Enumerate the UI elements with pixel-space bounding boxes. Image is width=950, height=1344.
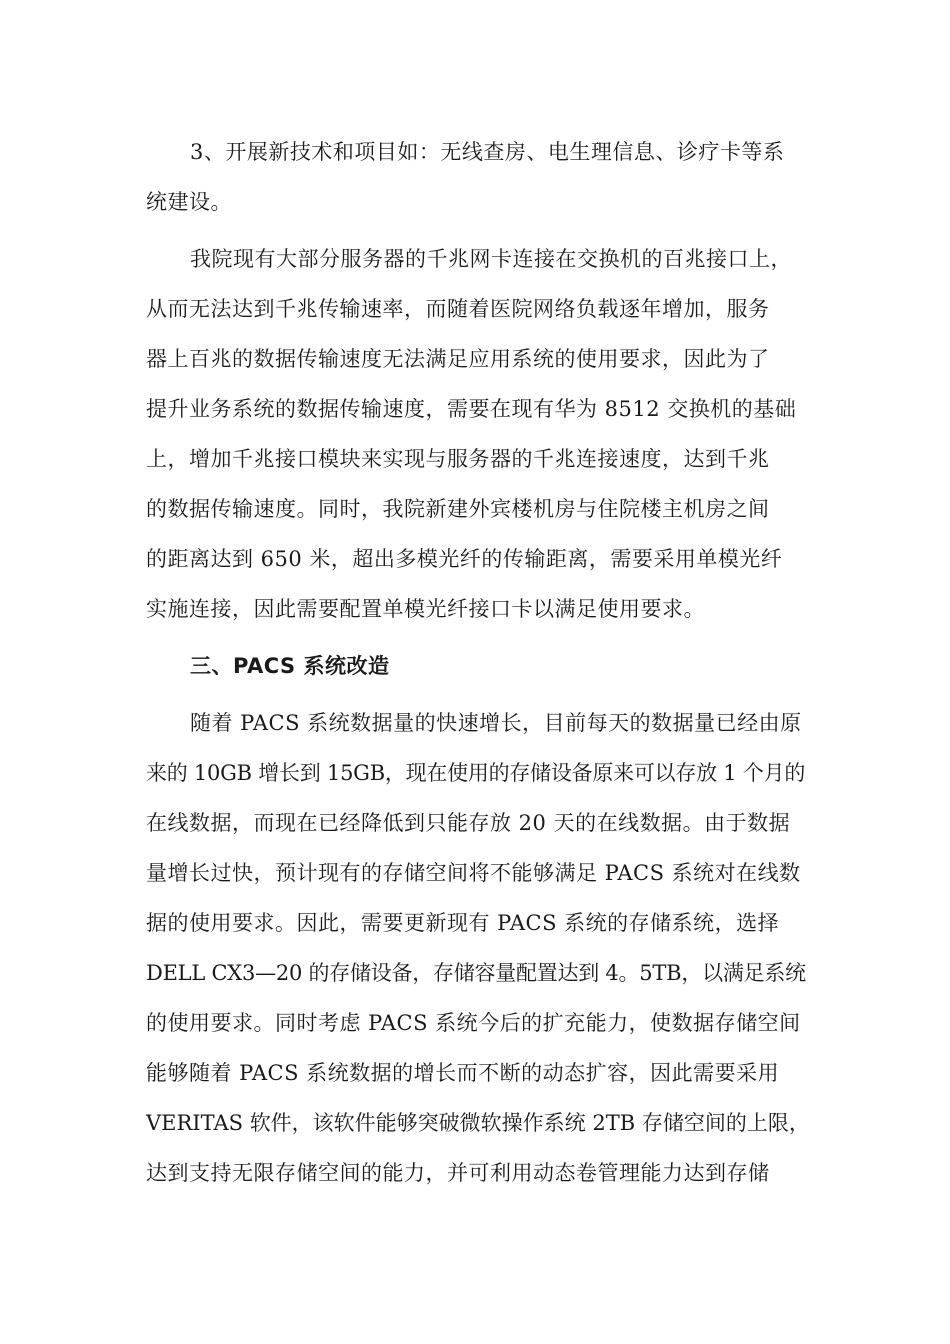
paragraph-line: 提升业务系统的数据传输速度，需要在现有华为 8512 交换机的基础 bbox=[146, 397, 797, 421]
paragraph-line: 量增长过快，预计现有的存储空间将不能够满足 PACS 系统对在线数 bbox=[146, 861, 801, 885]
paragraph-line: DELL CX3—20 的存储设备，存储容量配置达到 4。5TB，以满足系统 bbox=[146, 961, 806, 985]
paragraph-line: 3、开展新技术和项目如：无线查房、电生理信息、诊疗卡等系 bbox=[190, 140, 785, 164]
paragraph-line: 统建设。 bbox=[146, 190, 232, 214]
paragraph-line: 据的使用要求。因此，需要更新现有 PACS 系统的存储系统，选择 bbox=[146, 911, 780, 935]
paragraph-line: 我院现有大部分服务器的千兆网卡连接在交换机的百兆接口上， bbox=[190, 247, 792, 271]
paragraph-line: 能够随着 PACS 系统数据的增长而不断的动态扩容，因此需要采用 bbox=[146, 1061, 780, 1085]
paragraph-line: 从而无法达到千兆传输速率，而随着医院网络负载逐年增加，服务 bbox=[146, 297, 770, 321]
paragraph-line: 的数据传输速度。同时，我院新建外宾楼机房与住院楼主机房之间 bbox=[146, 497, 770, 521]
paragraph-line: 的距离达到 650 米，超出多模光纤的传输距离，需要采用单模光纤 bbox=[146, 547, 783, 571]
paragraph-line: 来的 10GB 增长到 15GB，现在使用的存储设备原来可以存放 1 个月的 bbox=[146, 761, 806, 785]
paragraph-line: 上，增加千兆接口模块来实现与服务器的千兆连接速度，达到千兆 bbox=[146, 447, 770, 471]
paragraph-line: 在线数据，而现在已经降低到只能存放 20 天的在线数据。由于数据 bbox=[146, 811, 791, 835]
paragraph-line: 器上百兆的数据传输速度无法满足应用系统的使用要求，因此为了 bbox=[146, 347, 770, 371]
paragraph-line: VERITAS 软件，该软件能够突破微软操作系统 2TB 存储空间的上限， bbox=[146, 1111, 810, 1135]
paragraph-line: 实施连接，因此需要配置单模光纤接口卡以满足使用要求。 bbox=[146, 597, 705, 621]
paragraph-line: 的使用要求。同时考虑 PACS 系统今后的扩充能力，使数据存储空间 bbox=[146, 1011, 801, 1035]
paragraph-line: 达到支持无限存储空间的能力，并可利用动态卷管理能力达到存储 bbox=[146, 1161, 770, 1185]
paragraph-line: 随着 PACS 系统数据量的快速增长，目前每天的数据量已经由原 bbox=[190, 711, 802, 735]
section-heading: 三、PACS 系统改造 bbox=[190, 654, 390, 678]
